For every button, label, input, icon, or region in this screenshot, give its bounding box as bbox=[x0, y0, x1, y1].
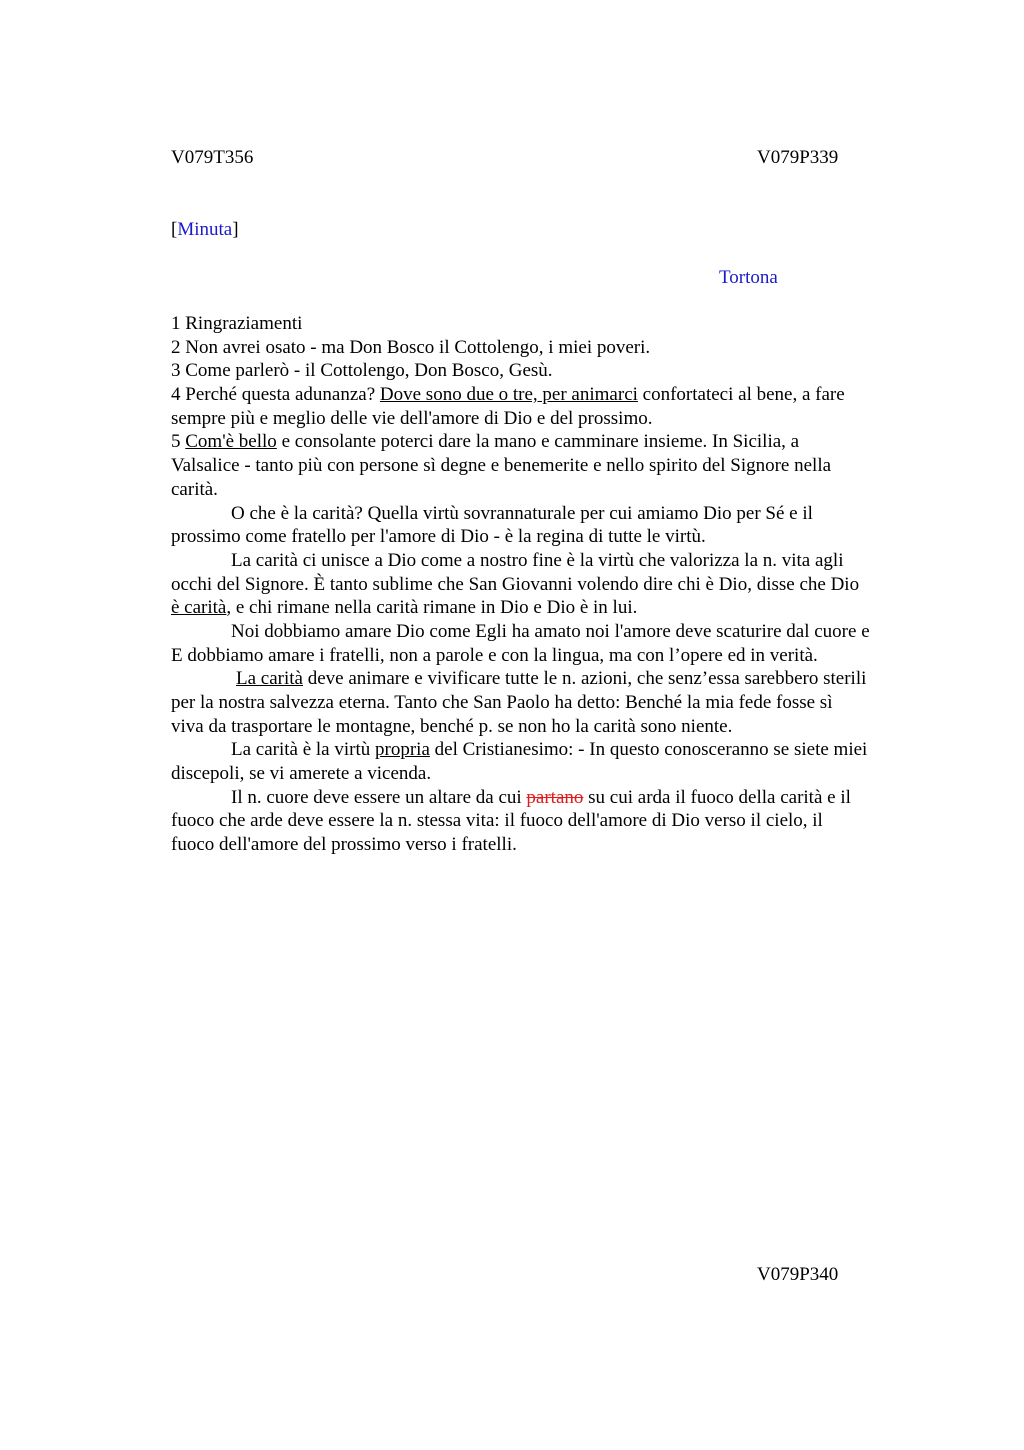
body-line bbox=[171, 383, 931, 407]
body-line: discepoli, se vi amerete a vicenda. bbox=[171, 763, 432, 785]
body-text: del Cristianesimo: - In questo conosceranno se siete miei bbox=[429, 739, 868, 761]
page-code-bottom: V079P340 bbox=[757, 1264, 839, 1285]
body-line: per la nostra salvezza eterna. Tanto che San Paolo ha detto: Benché la mia fede fosse sì bbox=[171, 692, 833, 713]
document-code-left: V079T356 bbox=[171, 147, 254, 168]
body-line: E dobbiamo amare i fratelli, non a parole e con la lingua, ma con l’opere ed in verità. bbox=[171, 644, 818, 666]
underlined-text: è carità bbox=[171, 597, 227, 619]
minuta-link[interactable]: Minuta bbox=[177, 219, 233, 240]
body-line: carità. bbox=[171, 478, 218, 500]
body-text: confortateci al bene, a fare bbox=[637, 384, 845, 406]
body-line: 2 Non avrei osato - ma Don Bosco il Cottolengo, i miei poveri. bbox=[171, 336, 651, 358]
body-text: 4 Perché questa adunanza? bbox=[171, 384, 380, 406]
body-line bbox=[171, 596, 931, 620]
body-text: Il n. cuore deve essere un altare da cui bbox=[231, 786, 527, 808]
place-link[interactable]: Tortona bbox=[719, 267, 778, 288]
body-line: prossimo come fratello per l'amore di Dio - è la regina di tutte le virtù. bbox=[171, 526, 706, 548]
body-text: , e chi rimane nella carità rimane in Dio e Dio è in lui. bbox=[226, 597, 638, 619]
body-line: occhi del Signore. È tanto sublime che San Giovanni volendo dire chi è Dio, disse che Dio bbox=[171, 573, 860, 595]
body-line: 3 Come parlerò - il Cottolengo, Don Bosco, Gesù. bbox=[171, 360, 553, 382]
page-code-top: V079P339 bbox=[757, 147, 839, 168]
body-line bbox=[171, 430, 931, 454]
bracket-close: ] bbox=[232, 219, 239, 240]
body-text: La carità è la virtù bbox=[231, 739, 376, 761]
underlined-text: La carità bbox=[236, 668, 303, 690]
body-line: fuoco che arde deve essere la n. stessa vita: il fuoco dell'amore di Dio verso il cielo, il bbox=[171, 810, 823, 832]
body-line: 1 Ringraziamenti bbox=[171, 313, 303, 334]
body-line: La carità ci unisce a Dio come a nostro fine è la virtù che valorizza la n. vita agli bbox=[231, 549, 844, 571]
body-text: deve animare e vivificare tutte le n. azioni, che senz’essa sarebbero sterili bbox=[302, 668, 867, 690]
body-line: sempre più e meglio delle vie dell'amore di Dio e del prossimo. bbox=[171, 407, 653, 429]
body-line: fuoco dell'amore del prossimo verso i fratelli. bbox=[171, 834, 517, 856]
body-text: su cui arda il fuoco della carità e il bbox=[583, 786, 851, 808]
body-line: Noi dobbiamo amare Dio come Egli ha amato noi l'amore deve scaturire dal cuore e bbox=[231, 620, 870, 642]
body-line bbox=[171, 738, 931, 762]
bracket-open: [ bbox=[171, 219, 178, 240]
body-line bbox=[171, 786, 931, 810]
body-line: viva da trasportare le montagne, benché p. se non ho la carità sono niente. bbox=[171, 715, 733, 737]
deleted-text: partano bbox=[526, 786, 584, 808]
document-body bbox=[171, 312, 931, 857]
body-line: O che è la carità? Quella virtù sovrannaturale per cui amiamo Dio per Sé e il bbox=[231, 502, 813, 524]
underlined-text: propria bbox=[375, 739, 430, 761]
minuta-label bbox=[171, 218, 239, 242]
body-text: e consolante poterci dare la mano e camminare insieme. In Sicilia, a bbox=[276, 431, 800, 453]
underlined-text: Com'è bello bbox=[185, 431, 277, 453]
body-text: 5 bbox=[171, 431, 186, 453]
body-line: Valsalice - tanto più con persone sì degne e benemerite e nello spirito del Signore nella bbox=[171, 455, 832, 477]
underlined-text: Dove sono due o tre, per animarci bbox=[379, 384, 638, 406]
body-line bbox=[171, 667, 931, 691]
